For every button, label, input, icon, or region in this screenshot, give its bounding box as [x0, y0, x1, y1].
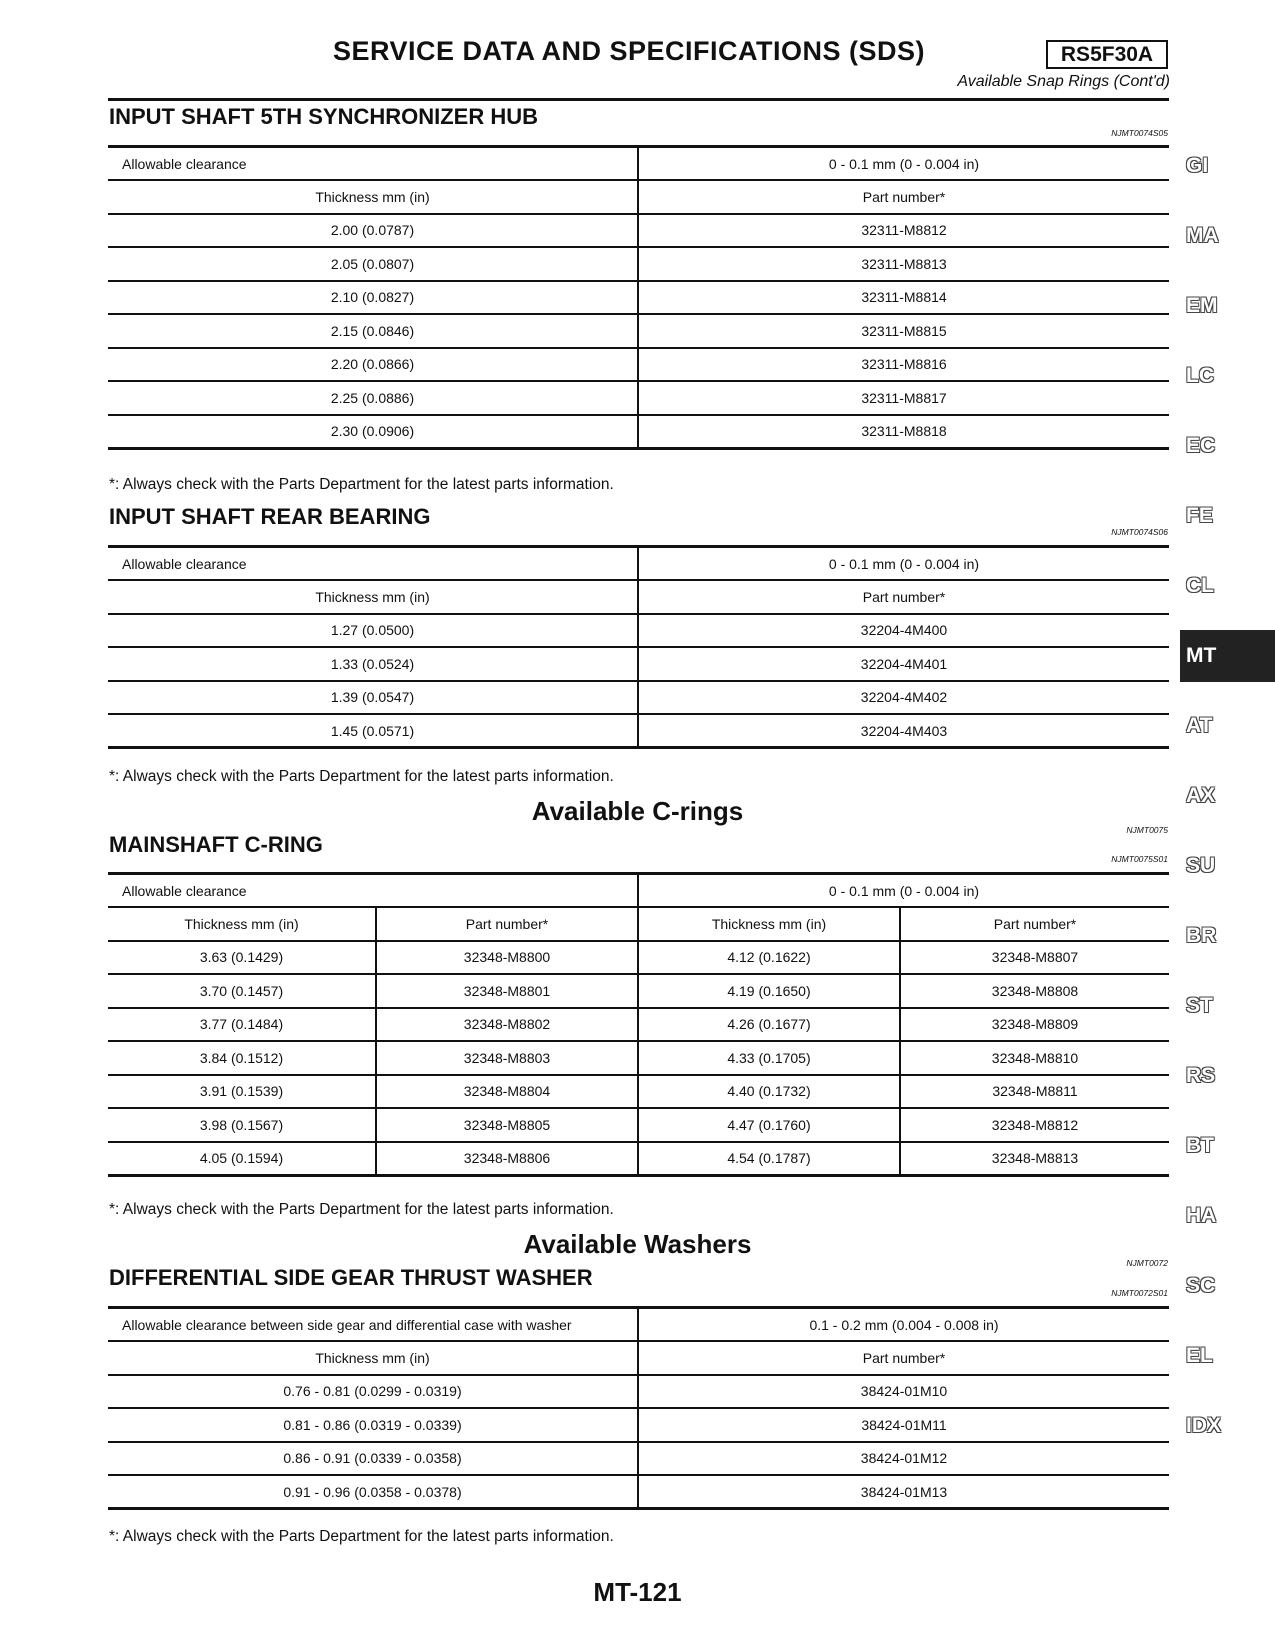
table-row	[108, 314, 1169, 348]
table-row	[108, 1075, 1169, 1109]
part-number-cell: 32348-M8810	[900, 1041, 1169, 1075]
parts-note: *: Always check with the Parts Department for the latest parts information.	[109, 1201, 614, 1218]
thickness-cell: 4.19 (0.1650)	[638, 974, 900, 1008]
clearance-label: Allowable clearance between side gear and differential case with washer	[108, 1308, 638, 1342]
table-row	[108, 214, 1169, 248]
thickness-cell: 2.00 (0.0787)	[108, 214, 638, 248]
part-number-cell: 32348-M8813	[900, 1142, 1169, 1176]
part-number-cell: 32348-M8805	[376, 1108, 638, 1142]
column-header-thickness: Thickness mm (in)	[108, 907, 376, 941]
thrust-washer-table	[108, 1306, 1169, 1510]
table-row	[108, 974, 1169, 1008]
section-ref-c-ring: NJMT0075S01	[1111, 854, 1168, 864]
part-number-cell: 32348-M8812	[900, 1108, 1169, 1142]
tab-idx[interactable]: IDX	[1186, 1414, 1222, 1437]
part-number-cell: 32311-M8817	[638, 381, 1169, 415]
clearance-label: Allowable clearance	[108, 147, 638, 181]
column-header-part-number: Part number*	[376, 907, 638, 941]
table-row	[108, 1442, 1169, 1476]
thickness-cell: 2.25 (0.0886)	[108, 381, 638, 415]
thickness-cell: 2.30 (0.0906)	[108, 415, 638, 449]
thickness-cell: 4.40 (0.1732)	[638, 1075, 900, 1109]
thickness-cell: 4.12 (0.1622)	[638, 941, 900, 975]
tab-bt[interactable]: BT	[1186, 1134, 1214, 1157]
part-number-cell: 32204-4M402	[638, 681, 1169, 715]
part-number-cell: 32311-M8815	[638, 314, 1169, 348]
page-title: SERVICE DATA AND SPECIFICATIONS (SDS)	[333, 36, 926, 66]
part-number-cell: 32348-M8806	[376, 1142, 638, 1176]
page-subtitle: Available Snap Rings (Cont'd)	[957, 73, 1170, 90]
table-row	[108, 1142, 1169, 1176]
part-number-cell: 32311-M8816	[638, 348, 1169, 382]
tab-lc[interactable]: LC	[1186, 364, 1214, 387]
c-ring-table	[108, 872, 1169, 1177]
thickness-cell: 2.05 (0.0807)	[108, 247, 638, 281]
tab-sc[interactable]: SC	[1186, 1274, 1216, 1297]
part-number-cell: 32348-M8800	[376, 941, 638, 975]
thickness-cell: 0.76 - 0.81 (0.0299 - 0.0319)	[108, 1375, 638, 1409]
part-number-cell: 32348-M8811	[900, 1075, 1169, 1109]
column-header-part-number: Part number*	[900, 907, 1169, 941]
section-title-c-ring: MAINSHAFT C-RING	[109, 832, 323, 857]
heading-available-washers: Available Washers	[523, 1229, 752, 1259]
thickness-cell: 3.63 (0.1429)	[108, 941, 376, 975]
tab-cl[interactable]: CL	[1186, 574, 1214, 597]
thickness-cell: 2.15 (0.0846)	[108, 314, 638, 348]
thickness-cell: 1.33 (0.0524)	[108, 647, 638, 681]
table-row	[108, 348, 1169, 382]
part-number-cell: 32204-4M401	[638, 647, 1169, 681]
tab-ha[interactable]: HA	[1186, 1204, 1217, 1227]
table-row	[108, 681, 1169, 715]
table-row	[108, 1008, 1169, 1042]
heading-ref-washers: NJMT0072	[1126, 1258, 1168, 1268]
section-ref-thrust-washer: NJMT0072S01	[1111, 1288, 1168, 1298]
thickness-cell: 1.45 (0.0571)	[108, 714, 638, 748]
table-row	[108, 714, 1169, 748]
column-header-part-number: Part number*	[638, 180, 1169, 214]
thickness-cell: 3.98 (0.1567)	[108, 1108, 376, 1142]
column-header-part-number: Part number*	[638, 1341, 1169, 1375]
thickness-cell: 0.86 - 0.91 (0.0339 - 0.0358)	[108, 1442, 638, 1476]
clearance-label: Allowable clearance	[108, 874, 638, 908]
tab-at[interactable]: AT	[1186, 714, 1213, 737]
column-header-part-number: Part number*	[638, 580, 1169, 614]
table-row	[108, 1375, 1169, 1409]
column-header-thickness: Thickness mm (in)	[108, 1341, 638, 1375]
clearance-value: 0 - 0.1 mm (0 - 0.004 in)	[638, 547, 1169, 581]
part-number-cell: 32311-M8818	[638, 415, 1169, 449]
page-number: MT-121	[593, 1577, 682, 1607]
part-number-cell: 32348-M8808	[900, 974, 1169, 1008]
table-row	[108, 1408, 1169, 1442]
section-title-thrust-washer: DIFFERENTIAL SIDE GEAR THRUST WASHER	[109, 1265, 593, 1290]
parts-note: *: Always check with the Parts Department for the latest parts information.	[109, 1528, 614, 1545]
part-number-cell: 32348-M8802	[376, 1008, 638, 1042]
tab-gi[interactable]: GI	[1186, 154, 1209, 177]
clearance-value: 0 - 0.1 mm (0 - 0.004 in)	[638, 874, 1169, 908]
part-number-cell: 32348-M8809	[900, 1008, 1169, 1042]
thickness-cell: 4.26 (0.1677)	[638, 1008, 900, 1042]
part-number-cell: 32311-M8813	[638, 247, 1169, 281]
parts-note: *: Always check with the Parts Department for the latest parts information.	[109, 476, 614, 493]
thickness-cell: 1.39 (0.0547)	[108, 681, 638, 715]
heading-ref-c-rings: NJMT0075	[1126, 825, 1168, 835]
table-row	[108, 874, 1169, 908]
thickness-cell: 3.77 (0.1484)	[108, 1008, 376, 1042]
table-row	[108, 281, 1169, 315]
thickness-cell: 4.54 (0.1787)	[638, 1142, 900, 1176]
table-row	[108, 547, 1169, 581]
table-row	[108, 907, 1169, 941]
table-row	[108, 1041, 1169, 1075]
part-number-cell: 32311-M8814	[638, 281, 1169, 315]
thickness-cell: 0.81 - 0.86 (0.0319 - 0.0339)	[108, 1408, 638, 1442]
section-title-hub: INPUT SHAFT 5TH SYNCHRONIZER HUB	[109, 104, 539, 129]
thickness-cell: 4.33 (0.1705)	[638, 1041, 900, 1075]
section-ref-bearing: NJMT0074S06	[1111, 527, 1168, 537]
part-number-cell: 32348-M8803	[376, 1041, 638, 1075]
clearance-value: 0.1 - 0.2 mm (0.004 - 0.008 in)	[638, 1308, 1169, 1342]
header-rule	[108, 98, 1169, 101]
tab-em[interactable]: EM	[1186, 294, 1218, 317]
part-number-cell: 32348-M8807	[900, 941, 1169, 975]
part-number-cell: 32204-4M403	[638, 714, 1169, 748]
tab-br[interactable]: BR	[1186, 924, 1217, 947]
tab-ax[interactable]: AX	[1186, 784, 1216, 807]
section-title-bearing: INPUT SHAFT REAR BEARING	[109, 504, 431, 529]
part-number-cell: 32311-M8812	[638, 214, 1169, 248]
table-row	[108, 247, 1169, 281]
table-row	[108, 381, 1169, 415]
part-number-cell: 32204-4M400	[638, 614, 1169, 648]
thickness-cell: 2.20 (0.0866)	[108, 348, 638, 382]
tab-mt[interactable]: MT	[1180, 630, 1275, 682]
part-number-cell: 38424-01M11	[638, 1408, 1169, 1442]
table-row	[108, 1108, 1169, 1142]
thickness-cell: 4.05 (0.1594)	[108, 1142, 376, 1176]
tab-el[interactable]: EL	[1186, 1344, 1213, 1367]
section-ref-hub: NJMT0074S05	[1111, 128, 1168, 138]
part-number-cell: 38424-01M10	[638, 1375, 1169, 1409]
tab-ma[interactable]: MA	[1186, 224, 1219, 247]
heading-available-c-rings: Available C-rings	[531, 796, 744, 826]
thickness-cell: 2.10 (0.0827)	[108, 281, 638, 315]
hub-table	[108, 145, 1169, 450]
part-number-cell: 32348-M8801	[376, 974, 638, 1008]
thickness-cell: 3.70 (0.1457)	[108, 974, 376, 1008]
table-row	[108, 1475, 1169, 1509]
thickness-cell: 3.84 (0.1512)	[108, 1041, 376, 1075]
tab-st[interactable]: ST	[1186, 994, 1213, 1017]
table-row	[108, 941, 1169, 975]
table-row	[108, 1341, 1169, 1375]
table-row	[108, 647, 1169, 681]
part-number-cell: 38424-01M12	[638, 1442, 1169, 1476]
table-row	[108, 580, 1169, 614]
parts-note: *: Always check with the Parts Department for the latest parts information.	[109, 768, 614, 785]
part-number-cell: 38424-01M13	[638, 1475, 1169, 1509]
thickness-cell: 1.27 (0.0500)	[108, 614, 638, 648]
tab-fe[interactable]: FE	[1186, 504, 1213, 527]
model-code-box: RS5F30A	[1046, 40, 1168, 69]
clearance-value: 0 - 0.1 mm (0 - 0.004 in)	[638, 147, 1169, 181]
clearance-label: Allowable clearance	[108, 547, 638, 581]
table-row	[108, 180, 1169, 214]
tab-su[interactable]: SU	[1186, 854, 1216, 877]
tab-ec[interactable]: EC	[1186, 434, 1216, 457]
column-header-thickness: Thickness mm (in)	[108, 580, 638, 614]
thickness-cell: 4.47 (0.1760)	[638, 1108, 900, 1142]
column-header-thickness: Thickness mm (in)	[638, 907, 900, 941]
column-header-thickness: Thickness mm (in)	[108, 180, 638, 214]
table-row	[108, 415, 1169, 449]
part-number-cell: 32348-M8804	[376, 1075, 638, 1109]
table-row	[108, 1308, 1169, 1342]
bearing-table	[108, 545, 1169, 749]
thickness-cell: 3.91 (0.1539)	[108, 1075, 376, 1109]
table-row	[108, 147, 1169, 181]
table-row	[108, 614, 1169, 648]
thickness-cell: 0.91 - 0.96 (0.0358 - 0.0378)	[108, 1475, 638, 1509]
tab-rs[interactable]: RS	[1186, 1064, 1216, 1087]
